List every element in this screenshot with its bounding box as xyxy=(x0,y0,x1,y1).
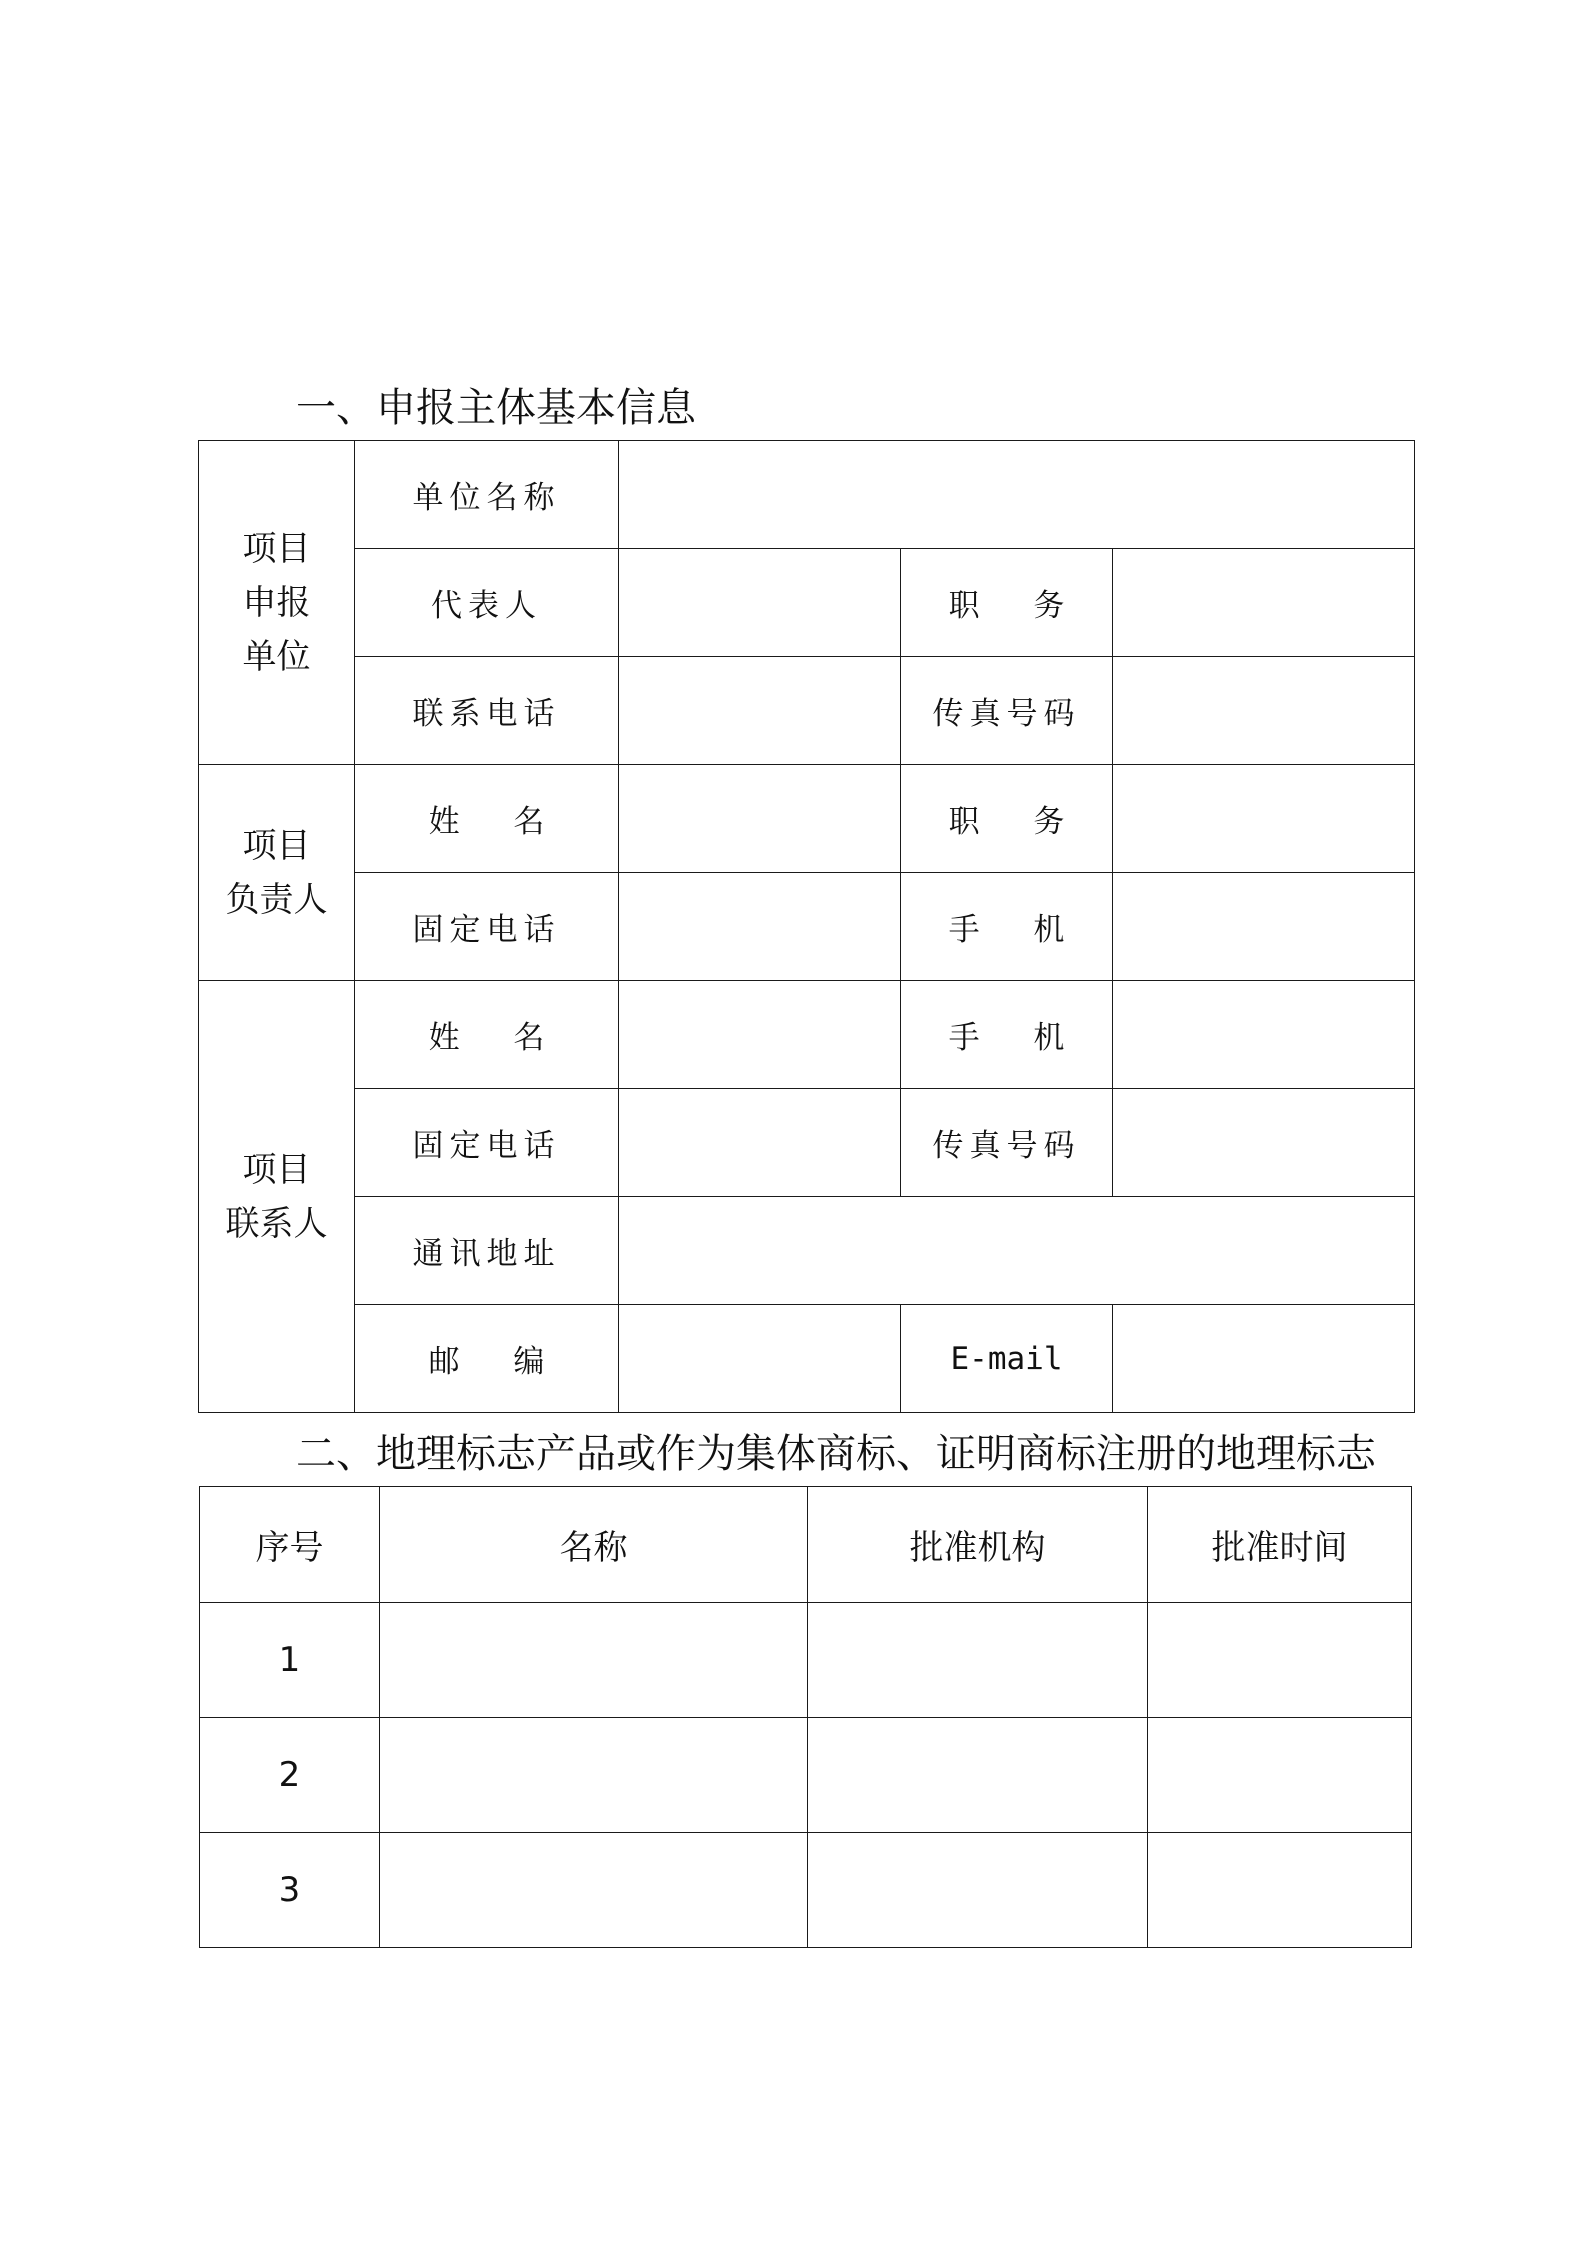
group-label-applicant-unit: 项目 申报 单位 xyxy=(199,441,355,765)
cell-name[interactable] xyxy=(380,1718,808,1833)
label-contact-landline: 固定电话 xyxy=(355,1089,619,1197)
table-row xyxy=(199,1089,1415,1197)
field-leader-mobile[interactable] xyxy=(1113,873,1415,981)
cell-approval-authority[interactable] xyxy=(808,1833,1148,1948)
cell-approval-authority[interactable] xyxy=(808,1718,1148,1833)
label-leader-position: 职 务 xyxy=(901,765,1113,873)
label-postcode: 邮 编 xyxy=(355,1305,619,1413)
table-row xyxy=(199,549,1415,657)
group-label-project-leader: 项目 负责人 xyxy=(199,765,355,981)
label-unit-name: 单位名称 xyxy=(355,441,619,549)
field-email[interactable] xyxy=(1113,1305,1415,1413)
table-row xyxy=(199,981,1415,1089)
label-fax: 传真号码 xyxy=(901,657,1113,765)
cell-approval-authority[interactable] xyxy=(808,1603,1148,1718)
table-row xyxy=(200,1718,1412,1833)
label-contact-phone: 联系电话 xyxy=(355,657,619,765)
field-contact-name[interactable] xyxy=(619,981,901,1089)
cell-approval-date[interactable] xyxy=(1148,1833,1412,1948)
field-contact-mobile[interactable] xyxy=(1113,981,1415,1089)
table-row xyxy=(199,1305,1415,1413)
label-contact-fax: 传真号码 xyxy=(901,1089,1113,1197)
label-contact-name: 姓 名 xyxy=(355,981,619,1089)
group-label-project-contact: 项目 联系人 xyxy=(199,981,355,1413)
field-representative[interactable] xyxy=(619,549,901,657)
label-contact-mobile: 手 机 xyxy=(901,981,1113,1089)
field-leader-name[interactable] xyxy=(619,765,901,873)
column-header-approval-authority: 批准机构 xyxy=(808,1487,1148,1603)
table-row xyxy=(199,765,1415,873)
row-index: 2 xyxy=(200,1718,380,1833)
field-leader-position[interactable] xyxy=(1113,765,1415,873)
label-email: E-mail xyxy=(901,1305,1113,1413)
table-row xyxy=(199,873,1415,981)
table-row xyxy=(199,1197,1415,1305)
field-unit-fax[interactable] xyxy=(1113,657,1415,765)
cell-name[interactable] xyxy=(380,1603,808,1718)
field-contact-landline[interactable] xyxy=(619,1089,901,1197)
label-position: 职 务 xyxy=(901,549,1113,657)
section-heading-geo-indications: 二、地理标志产品或作为集体商标、证明商标注册的地理标志 xyxy=(296,1431,1376,1477)
label-leader-landline: 固定电话 xyxy=(355,873,619,981)
table-row xyxy=(200,1833,1412,1948)
field-postcode[interactable] xyxy=(619,1305,901,1413)
table-row xyxy=(199,657,1415,765)
section-heading-basic-info: 一、申报主体基本信息 xyxy=(296,385,696,431)
column-header-index: 序号 xyxy=(200,1487,380,1603)
label-address: 通讯地址 xyxy=(355,1197,619,1305)
applicant-info-table xyxy=(198,440,1415,1413)
column-header-approval-date: 批准时间 xyxy=(1148,1487,1412,1603)
field-representative-position[interactable] xyxy=(1113,549,1415,657)
field-contact-fax[interactable] xyxy=(1113,1089,1415,1197)
cell-approval-date[interactable] xyxy=(1148,1603,1412,1718)
field-leader-landline[interactable] xyxy=(619,873,901,981)
label-representative: 代表人 xyxy=(355,549,619,657)
cell-name[interactable] xyxy=(380,1833,808,1948)
label-leader-name: 姓 名 xyxy=(355,765,619,873)
row-index: 1 xyxy=(200,1603,380,1718)
column-header-name: 名称 xyxy=(380,1487,808,1603)
geo-indication-table xyxy=(199,1486,1412,1948)
field-address[interactable] xyxy=(619,1197,1415,1305)
table-row xyxy=(200,1603,1412,1718)
field-contact-phone[interactable] xyxy=(619,657,901,765)
table-row xyxy=(199,441,1415,549)
field-unit-name[interactable] xyxy=(619,441,1415,549)
label-leader-mobile: 手 机 xyxy=(901,873,1113,981)
row-index: 3 xyxy=(200,1833,380,1948)
table-header-row xyxy=(200,1487,1412,1603)
cell-approval-date[interactable] xyxy=(1148,1718,1412,1833)
